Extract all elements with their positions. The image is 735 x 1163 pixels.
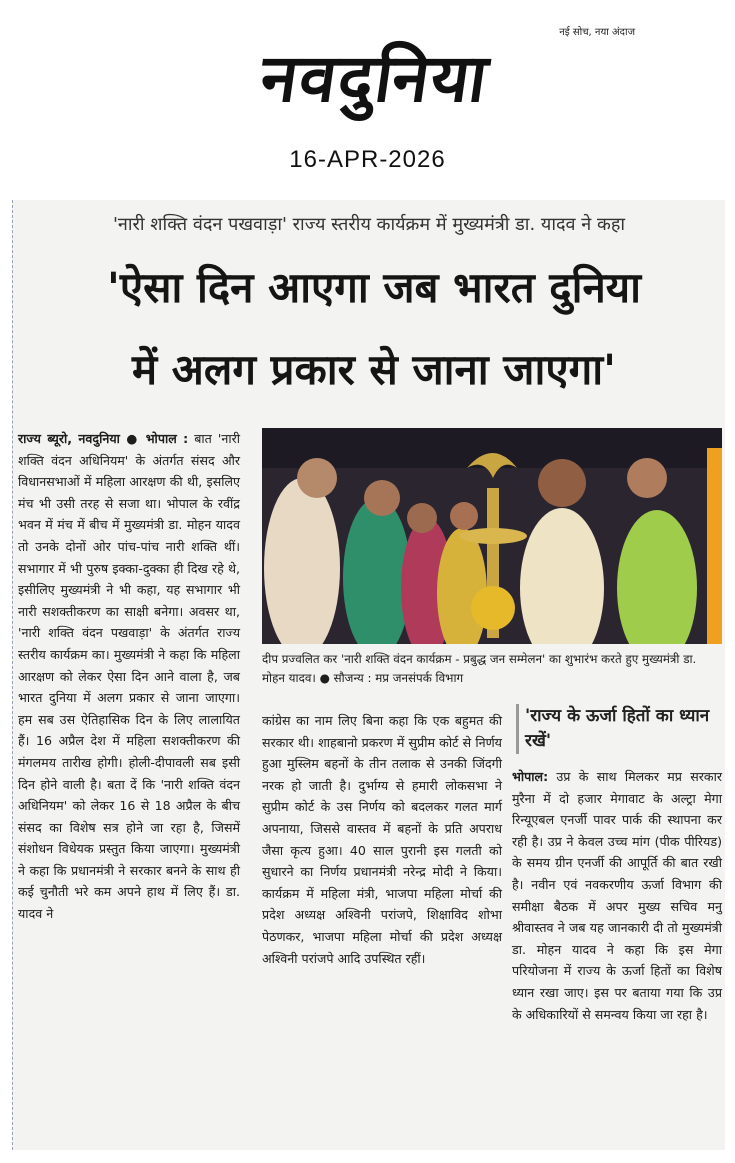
sidebar-dateline: भोपाल: [512, 769, 549, 784]
newspaper-masthead: नवदुनिया [255, 40, 495, 117]
article-body-col1: बात 'नारी शक्ति वंदन अधिनियम' के अंतर्गत संसद और विधानसभाओं में महिला आरक्षण की थी, इसलिए मंच भी उसी तरह से सजा था। भोपाल के रवींद्र भवन में मंच में बीच में मुख्यमंत्री डा. मोहन यादव तो उनके दोनों ओर पांच-पांच नारी शक्ति थीं। सभागार में भी पुरुष इक्का-दुक्का ही दिख रहे थे, इसीलिए मुख्यमंत्री ने भी कहा, यह सभागार भी नारी सशक्तीकरण का साक्षी बनेगा। अवसर था, 'नारी शक्ति वंदन पखवाड़ा' के अंतर्गत राज्य स्तरीय कार्यक्रम का। मुख्यमंत्री ने कहा कि महिला आरक्षण को लेकर ऐसा दिन आने वाला है, जब भारत दुनिया में अलग प्रकार से जाना जाएगा। हम सब उस ऐतिहासिक दिन के लिए लालायित हैं। 16 अप्रैल देश में महिला सशक्तीकरण की मंगलमय तारीख होगी। होली-दीपावली सब इसी दिन होने वाली है। बता दें कि 'नारी शक्ति वंदन अधिनियम' को लेकर 16 से 18 अप्रैल के बीच संसद का विशेष सत्र होने जा रहा है, जिसमें संशोधन विधेयक प्रस्तुत किया जाएगा। मुख्यमंत्री ने कहा कि प्रधानमंत्री ने सरकार बनने के साथ ही कई चुनौती भरे कम अपने हाथ में लिए हैं। डा. यादव ने [18, 431, 240, 922]
article-kicker: 'नारी शक्ति वंदन पखवाड़ा' राज्य स्तरीय कार्यक्रम में मुख्यमंत्री डा. यादव ने कहा [112, 214, 626, 235]
article-column-2: कांग्रेस का नाम लिए बिना कहा कि एक बहुमत की सरकार थी। शाहबानो प्रकरण में सुप्रीम कोर्ट से निर्णय हुआ मुस्लिम बहनों के तीन तलाक से उनकी जिंदगी नरक हो जाती है। दुर्भाग्य से हमारी लोकसभा ने सुप्रीम कोर्ट के उस निर्णय को बदलकर गलत मार्ग अपनाया, जिससे वास्तव में बहनों के प्रति अपराध जैसा कृत्य हुआ। 40 साल पुरानी इस गलती को सुधारने का निर्णय प्रधानमंत्री नरेन्द्र मोदी ने किया। कार्यक्रम में महिला मंत्री, भाजपा महिला मोर्चा की प्रदेश अध्यक्ष अश्विनी परांजपे, शिक्षाविद शोभा पेठणकर, भाजपा महिला मोर्चा की प्रदेश अध्यक्ष अश्विनी परांजपे आदि उपस्थित रहीं। [262, 713, 502, 966]
clipping-date: 16-APR-2026 [289, 146, 446, 173]
article-column-1 [18, 428, 240, 925]
article-dateline: राज्य ब्यूरो, नवदुनिया ● भोपाल : [18, 431, 189, 446]
headline-line-2: में अलग प्रकार से जाना जाएगा' [132, 345, 616, 394]
lamp-lighting-photo-illustration [262, 428, 722, 644]
sidebar-story-title: 'राज्य के ऊर्जा हितों का ध्यान रखें' [516, 704, 725, 754]
photo-caption: दीप प्रज्वलित कर 'नारी शक्ति वंदन कार्यक्रम - प्रबुद्ध जन सम्मेलन' का शुभारंभ करते हुए मुख्यमंत्री डा. मोहन यादव। ● सौजन्य : मप्र जनसंपर्क विभाग [262, 652, 697, 685]
sidebar-story-body [512, 766, 722, 1025]
masthead-tagline: नई सोच, नया अंदाज [559, 27, 635, 38]
event-photo [262, 428, 722, 644]
sidebar-body-text: उप्र के साथ मिलकर मप्र सरकार मुरैना में दो हजार मेगावाट के अल्ट्रा मेगा रिन्यूएबल एनर्जी पावर पार्क की स्थापना कर रही है। उप्र ने केवल उच्च मांग (पीक पीरियड) के समय ग्रीन एनर्जी की आपूर्ति की बात रखी है। नवीन एवं नवकरणीय ऊर्जा विभाग की समीक्षा बैठक में अपर मुख्य सचिव मनु श्रीवास्तव ने जब यह जानकारी दी तो मुख्यमंत्री डा. मोहन यादव ने कहा कि इस मेगा परियोजना में राज्य के ऊर्जा हितों का विशेष ध्यान रखा जाए। इस पर बताया गया कि उप्र के अधिकारियों से समन्वय किया जा रहा है। [512, 769, 722, 1022]
headline-line-1: 'ऐसा दिन आएगा जब भारत दुनिया [106, 263, 642, 312]
